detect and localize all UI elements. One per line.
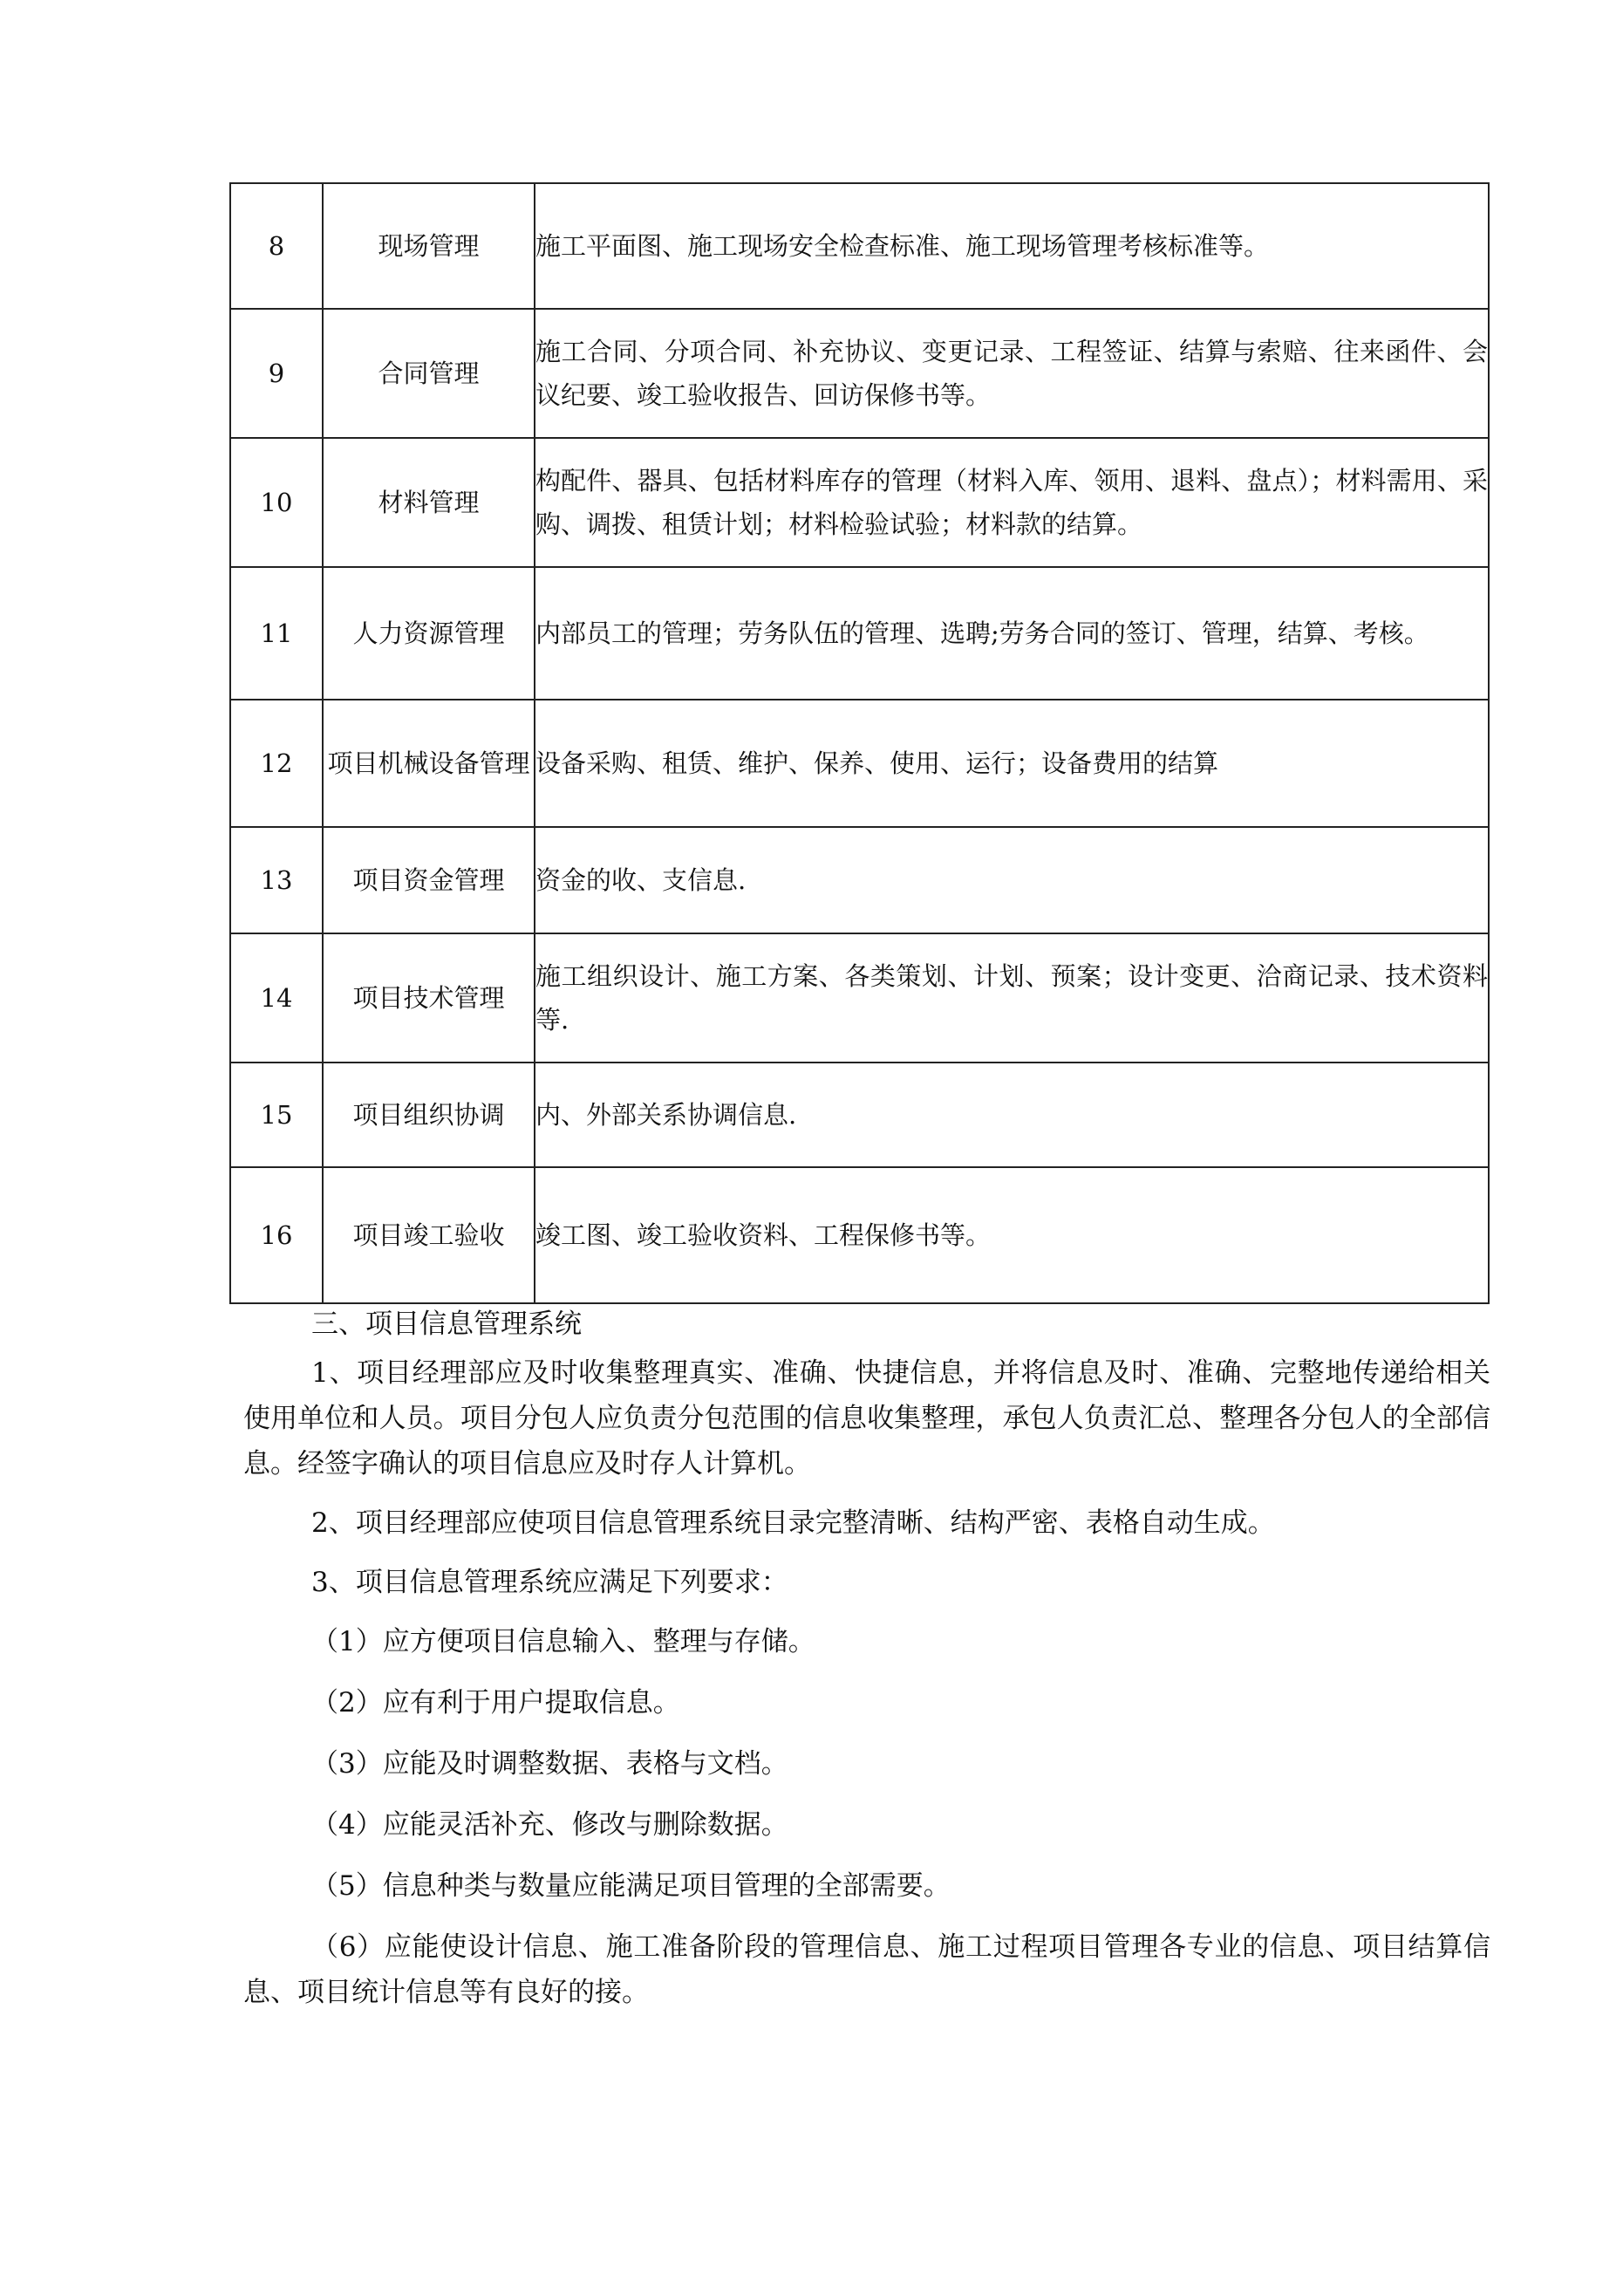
row-number: 14 bbox=[230, 933, 323, 1063]
row-description: 内部员工的管理；劳务队伍的管理、选聘;劳务合同的签订、管理，结算、考核。 bbox=[535, 567, 1489, 700]
row-category: 项目资金管理 bbox=[323, 827, 535, 933]
section-heading: 三、项目信息管理系统 bbox=[311, 1309, 582, 1340]
row-category: 项目组织协调 bbox=[323, 1063, 535, 1167]
list-item: （4）应能灵活补充、修改与删除数据。 bbox=[311, 1809, 788, 1841]
row-description: 资金的收、支信息. bbox=[535, 827, 1489, 933]
row-category: 合同管理 bbox=[323, 309, 535, 438]
paragraph: 1、项目经理部应及时收集整理真实、准确、快捷信息，并将信息及时、准确、完整地传递给相关使用单位和人员。项目分包人应负责分包范围的信息收集整理，承包人负责汇总、整理各分包人的全部信息。经签字确认的项目信息应及时存人计算机。 bbox=[243, 1357, 1490, 1479]
row-category: 现场管理 bbox=[323, 183, 535, 309]
row-description: 施工平面图、施工现场安全检查标准、施工现场管理考核标准等。 bbox=[535, 183, 1489, 309]
row-number: 16 bbox=[230, 1167, 323, 1303]
row-number: 11 bbox=[230, 567, 323, 700]
row-number: 15 bbox=[230, 1063, 323, 1167]
section-body bbox=[243, 1302, 1490, 2015]
table-row bbox=[230, 933, 1489, 1063]
table-row bbox=[230, 183, 1489, 309]
row-category: 人力资源管理 bbox=[323, 567, 535, 700]
table-row bbox=[230, 438, 1489, 567]
row-description: 内、外部关系协调信息. bbox=[535, 1063, 1489, 1167]
paragraph: 2、项目经理部应使项目信息管理系统目录完整清晰、结构严密、表格自动生成。 bbox=[311, 1507, 1275, 1539]
table-row bbox=[230, 1167, 1489, 1303]
row-description: 施工组织设计、施工方案、各类策划、计划、预案；设计变更、洽商记录、技术资料等. bbox=[535, 933, 1489, 1063]
information-table bbox=[229, 182, 1490, 1304]
list-item: （2）应有利于用户提取信息。 bbox=[311, 1687, 680, 1719]
row-category: 项目竣工验收 bbox=[323, 1167, 535, 1303]
row-number: 9 bbox=[230, 309, 323, 438]
list-item: （1）应方便项目信息输入、整理与存储。 bbox=[311, 1626, 815, 1657]
row-category: 项目机械设备管理 bbox=[323, 700, 535, 827]
list-item: （6）应能使设计信息、施工准备阶段的管理信息、施工过程项目管理各专业的信息、项目结算信息、项目统计信息等有良好的接。 bbox=[243, 1931, 1490, 2008]
row-number: 8 bbox=[230, 183, 323, 309]
row-number: 13 bbox=[230, 827, 323, 933]
row-description: 构配件、器具、包括材料库存的管理（材料入库、领用、退料、盘点）；材料需用、采购、调拨、租赁计划；材料检验试验；材料款的结算。 bbox=[535, 438, 1489, 567]
table-row bbox=[230, 567, 1489, 700]
row-description: 施工合同、分项合同、补充协议、变更记录、工程签证、结算与索赔、往来函件、会议纪要、竣工验收报告、回访保修书等。 bbox=[535, 309, 1489, 438]
row-description: 竣工图、竣工验收资料、工程保修书等。 bbox=[535, 1167, 1489, 1303]
row-category: 材料管理 bbox=[323, 438, 535, 567]
list-item: （5）信息种类与数量应能满足项目管理的全部需要。 bbox=[311, 1870, 951, 1902]
row-description: 设备采购、租赁、维护、保养、使用、运行；设备费用的结算 bbox=[535, 700, 1489, 827]
table-row bbox=[230, 1063, 1489, 1167]
table-row bbox=[230, 827, 1489, 933]
paragraph: 3、项目信息管理系统应满足下列要求： bbox=[311, 1567, 788, 1598]
table-row bbox=[230, 309, 1489, 438]
table-row bbox=[230, 700, 1489, 827]
row-number: 12 bbox=[230, 700, 323, 827]
list-item: （3）应能及时调整数据、表格与文档。 bbox=[311, 1748, 788, 1780]
row-category: 项目技术管理 bbox=[323, 933, 535, 1063]
row-number: 10 bbox=[230, 438, 323, 567]
